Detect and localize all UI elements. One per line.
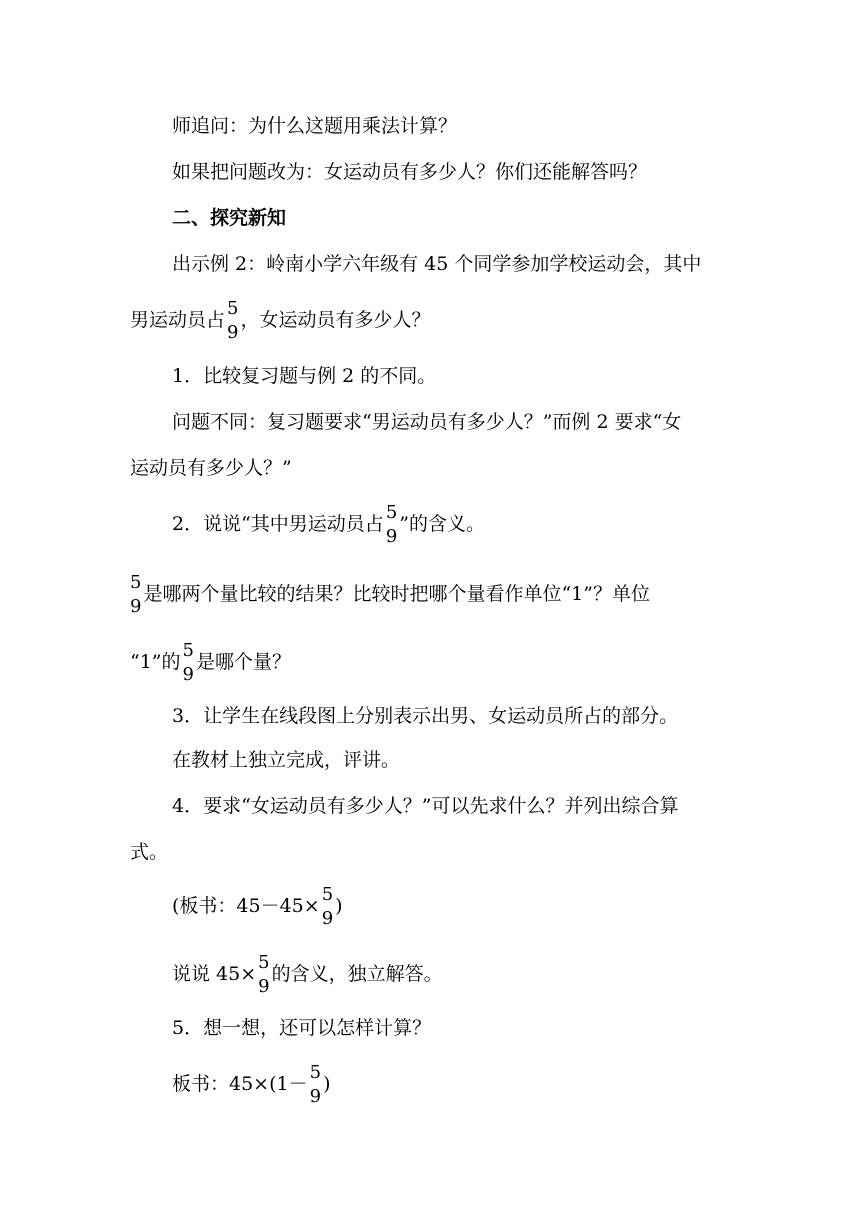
paragraph-line — [172, 504, 485, 546]
paragraph-line — [130, 642, 291, 684]
fraction — [310, 1064, 321, 1106]
fraction-numerator: 5 — [258, 952, 270, 973]
paragraph-line: 1．比较复习题与例 2 的不同。 — [172, 365, 437, 387]
fraction — [130, 574, 141, 616]
board-note: 板书：45×(1－ — [172, 1073, 308, 1095]
fraction-denominator: 9 — [227, 322, 239, 343]
fraction — [386, 504, 397, 546]
board-note: (板书：45－45× — [172, 895, 320, 917]
paragraph-line: 式。 — [130, 841, 169, 863]
paragraph-line — [130, 300, 430, 342]
fraction-numerator: 5 — [309, 1062, 322, 1083]
paragraph-line: 问题不同：复习题要求“男运动员有多少人？”而例 2 要求“女 — [172, 411, 682, 433]
paragraph-line: 3．让学生在线段图上分别表示出男、女运动员所占的部分。 — [172, 705, 679, 727]
paragraph-line: 5．想一想，还可以怎样计算？ — [172, 1017, 432, 1039]
fraction-denominator: 9 — [385, 526, 398, 547]
fraction-denominator: 9 — [182, 664, 194, 685]
line-text: 男运动员占 — [130, 309, 226, 331]
fraction-numerator: 5 — [227, 298, 239, 319]
paragraph-line — [172, 954, 443, 996]
fraction-denominator: 9 — [258, 976, 270, 997]
fraction-numerator: 5 — [130, 572, 142, 593]
line-text: 的含义，独立解答。 — [271, 963, 443, 985]
paragraph-line: 运动员有多少人？” — [130, 457, 292, 479]
line-text: 是哪个量？ — [195, 651, 291, 673]
paragraph-line — [172, 1064, 330, 1106]
line-text: ) — [323, 1073, 331, 1095]
line-text: ，女运动员有多少人？ — [240, 309, 431, 331]
line-text: 是哪两个量比较的结果？比较时把哪个量看作单位“1”？单位 — [143, 583, 650, 605]
fraction-denominator: 9 — [309, 1086, 322, 1107]
fraction-denominator: 9 — [321, 908, 334, 929]
fraction-numerator: 5 — [182, 640, 194, 661]
paragraph-line: 如果把问题改为：女运动员有多少人？你们还能解答吗？ — [172, 161, 648, 183]
fraction — [258, 954, 269, 996]
fraction — [183, 642, 194, 684]
paragraph-line — [128, 574, 650, 616]
paragraph-line: 出示例 2：岭南小学六年级有 45 个同学参加学校运动会，其中 — [172, 253, 702, 275]
section-heading: 二、探究新知 — [172, 207, 287, 229]
paragraph-line: 在教材上独立完成，评讲。 — [172, 749, 401, 771]
paragraph-line — [172, 886, 343, 928]
line-text: ) — [335, 895, 343, 917]
fraction — [322, 886, 333, 928]
line-text: ”的含义。 — [399, 513, 485, 535]
line-text: 2．说说“其中男运动员占 — [172, 513, 384, 535]
line-text: “1”的 — [130, 651, 181, 673]
paragraph-line: 师追问：为什么这题用乘法计算？ — [172, 115, 458, 137]
fraction-numerator: 5 — [385, 502, 398, 523]
fraction — [227, 300, 238, 342]
line-text: 说说 45× — [172, 963, 257, 985]
paragraph-line: 4．要求“女运动员有多少人？”可以先求什么？并列出综合算 — [172, 795, 679, 817]
fraction-denominator: 9 — [130, 596, 142, 617]
fraction-numerator: 5 — [321, 884, 334, 905]
